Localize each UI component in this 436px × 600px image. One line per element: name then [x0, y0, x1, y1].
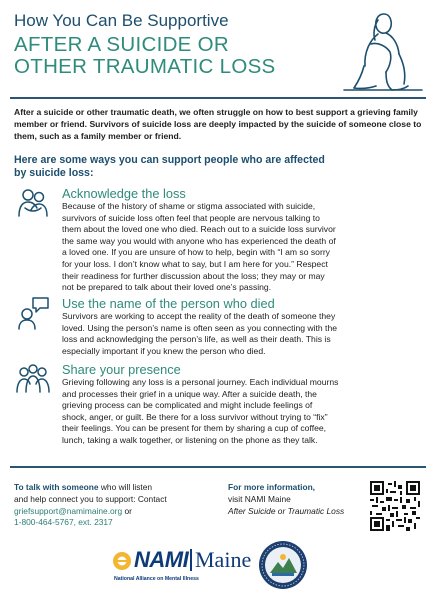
lead-line-1: Here are some ways you can support people who are affected: [14, 154, 325, 166]
nami-maine-logo: [112, 545, 252, 587]
section-body-presence: [62, 377, 422, 447]
text-line: grieving process can be complicated and might include feelings of: [62, 400, 313, 411]
text-line: Grieving following any loss is a personal journey. Each individual mourns: [62, 377, 339, 387]
text-line: not be prepared to talk about their loved one’s passing.: [62, 282, 272, 293]
contact-line-2: and help connect you to support: Contact: [14, 493, 167, 504]
section-body-use-name: [62, 311, 422, 357]
phone-link[interactable]: 1-800-464-5767, ext. 2317: [14, 517, 113, 528]
text-line: loss and acknowledging the person’s life, as well as their death. This is: [62, 334, 331, 345]
contact-block: [14, 482, 204, 529]
text-line: Because of the history of shame or stigma associated with suicide,: [62, 201, 316, 211]
contact-bold: To talk with someone: [14, 482, 99, 492]
qr-code[interactable]: [370, 481, 420, 531]
hug-icon: [16, 186, 50, 220]
header-divider: [10, 97, 426, 99]
more-info-line: visit NAMI Maine: [228, 493, 291, 504]
page-title: [14, 34, 276, 78]
text-line: the same way you would with anyone who has experienced the death of: [62, 235, 336, 246]
logo-maine: Maine: [195, 547, 252, 572]
footer-divider: [10, 466, 426, 468]
text-line: Survivors are working to accept the reality of the death of someone they: [62, 311, 336, 321]
logo-divider: [190, 549, 192, 571]
nami-sun-icon: [112, 548, 132, 576]
text-line: and processes their grief in a unique way. After a suicide death, the: [62, 388, 317, 399]
text-line: loved. Using the person’s name is often seen as you connecting with the: [62, 322, 338, 333]
pre-title: How You Can Be Supportive: [14, 11, 229, 30]
text-line: shock, anger, or guilt. Be there for a loss survivor without trying to “fix”: [62, 411, 328, 422]
text-line: especially important if you knew the person who died.: [62, 345, 266, 356]
text-line: a loved one. If you are unsure of how to help, begin with “I am so sorry: [62, 247, 330, 258]
lead-line-2: by suicide loss:: [14, 166, 94, 179]
more-info-block: [228, 482, 368, 517]
section-title-acknowledge: Acknowledge the loss: [62, 186, 186, 201]
seated-person-illustration: [326, 4, 426, 96]
title-line-2: OTHER TRAUMATIC LOSS: [14, 55, 276, 78]
more-info-heading: For more information,: [228, 482, 316, 492]
contact-or: or: [122, 505, 132, 516]
speech-bubble-icon: [16, 296, 50, 330]
group-icon: [16, 362, 50, 396]
text-line: their readiness for further discussion about the loss; they may or may: [62, 270, 325, 281]
text-line: survivors of suicide loss often feel that people are nervous talking to: [62, 212, 320, 223]
section-body-acknowledge: [62, 201, 422, 294]
text-line: lunch, taking a walk together, or listening on the phone as they talk.: [62, 434, 318, 445]
logo-tagline: National Alliance on Mental Illness: [114, 576, 199, 582]
email-link[interactable]: griefsupport@namimaine.org: [14, 505, 123, 516]
more-info-resource: After Suicide or Traumatic Loss: [228, 505, 345, 516]
intro-paragraph: After a suicide or other traumatic death, we often struggle on how to best support a grieving family member or friend. Survivors of suicide loss are deeply impacted by the suicide of someone close to them, such as a family member or friend.: [14, 107, 422, 142]
text-line: their feelings. You can be present for them by sharing a cup of coffee,: [62, 423, 327, 434]
text-line: them about the loved one who died. Reach out to a suicide loss survivor: [62, 224, 336, 235]
state-seal: [258, 540, 308, 590]
title-line-1: AFTER A SUICIDE OR: [14, 33, 229, 56]
section-title-use-name: Use the name of the person who died: [62, 296, 275, 311]
text-line: for your loss. I don’t know what to say, but I am here for you.” Respect: [62, 258, 328, 269]
contact-line-3: [14, 506, 204, 518]
section-title-presence: Share your presence: [62, 362, 181, 377]
contact-rest: who will listen: [98, 482, 153, 492]
section-lead: [14, 154, 374, 179]
contact-line-1: [14, 482, 204, 494]
logo-nami: NAMI: [134, 547, 189, 572]
